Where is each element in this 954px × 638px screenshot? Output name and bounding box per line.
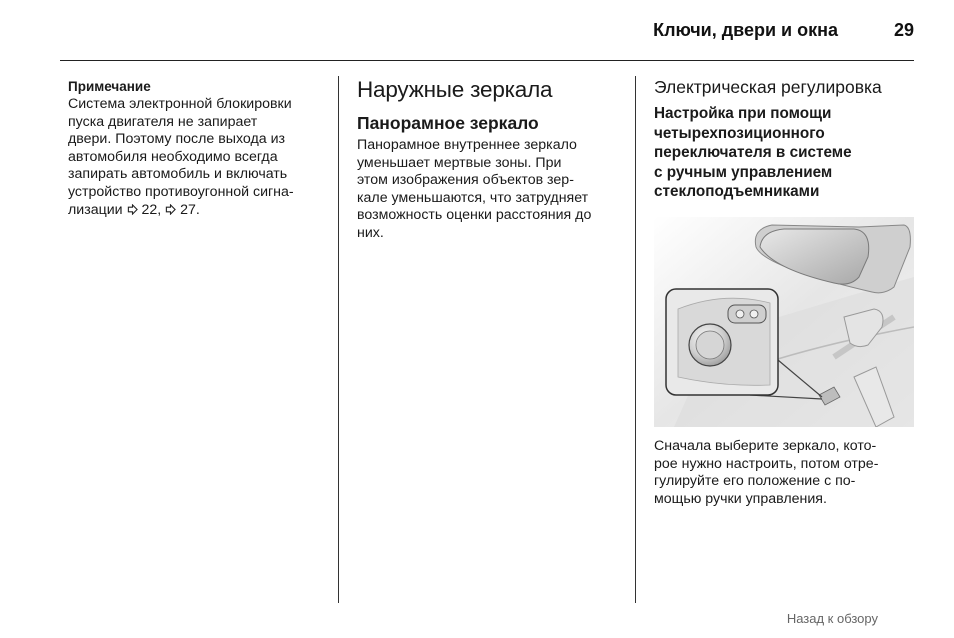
mirror-switch-illustration [654,217,914,427]
column-divider [635,76,636,603]
body-text: Сначала выберите зеркало, кото- рое нужно настроить, потом отре- гулируйте его положение с по- мощью ручки управления. [654,438,879,507]
section-title: Электрическая регулировка [654,77,882,97]
subsection-title: Панорамное зеркало [357,113,539,133]
page-ref-link[interactable]: 22, [141,201,162,218]
column-electric-adjustment [654,76,916,202]
page-ref-link[interactable]: 27. [180,201,200,218]
column-divider [338,76,339,603]
arrow-reference-icon [127,204,138,215]
arrow-reference-icon [165,204,176,215]
note-body: Система электронной блокировки пуска двигателя не запирает двери. Поэтому после выхода из автомобиля необходимо всегда запирать автомобиль и включать устройство противоугонной сигна- лизации [68,96,294,218]
column-outside-mirrors [357,76,625,243]
section-title: Наружные зеркала [357,77,553,102]
back-to-overview-link[interactable]: Назад к обзору [786,611,878,626]
subsection-title: Настройка при помощи четырехпозиционного переключателя в системе с ручным управлением стеклоподъемниками [654,105,852,201]
header-title: Ключи, двери и окна [653,20,838,40]
note-text [68,96,330,219]
page-header [60,0,914,61]
column-note [68,76,330,219]
note-heading: Примечание [68,79,151,94]
page-number: 29 [893,20,914,40]
body-text: Панорамное внутреннее зеркало уменьшает мертвые зоны. При этом изображения объектов зер- кале уменьшаются, что затрудняет возможность оценки расстояния до них. [357,137,592,241]
illustration-caption [654,438,916,508]
